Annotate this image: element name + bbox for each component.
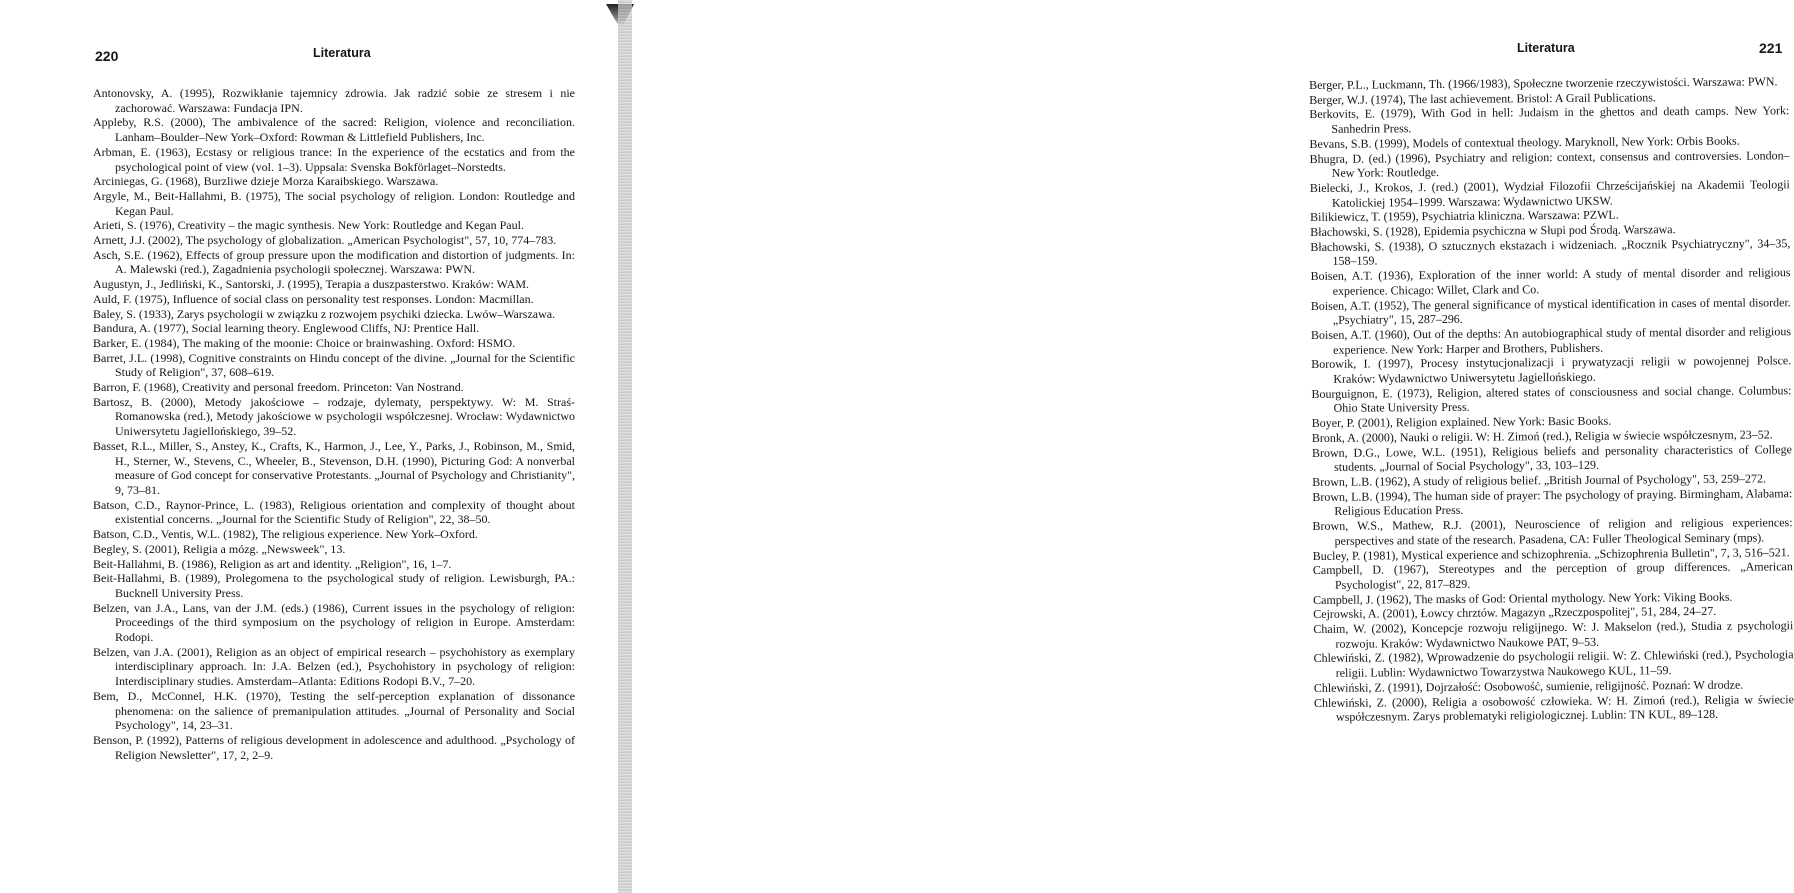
running-title: Literatura <box>1517 41 1575 55</box>
bibliography-entry: Borowik, I. (1997), Procesy instytucjonalizacji i prywatyzacji religii w powojennej Polsce. Kraków: Wydawnictwo Uniwersytetu Jagiellońskiego. <box>1311 353 1792 386</box>
bibliography-entry: Augustyn, J., Jedliński, K., Santorski, J. (1995), Terapia a duszpasterstwo. Kraków: WAM. <box>93 277 530 292</box>
bibliography-entry: Belzen, van J.A., Lans, van der J.M. (eds.) (1986), Current issues in the psychology of religion: Proceedings of the third symposium on the psychology of religion in Europe. Amsterdam: Rodopi. <box>93 600 575 645</box>
bibliography-entry: Boisen, A.T. (1952), The general significance of mystical identification in cases of mental disorder. „Psychiatry", 15, 287–296. <box>1310 294 1791 328</box>
bibliography-entry: Chlewiński, Z. (2000), Religia a osobowość człowieka. W: H. Zimoń (red.), Religia w świecie współczesnym. Zarys problematyki religiologicznej. Lublin: TN KUL, 89–128. <box>1313 691 1794 725</box>
bibliography-entry: Bourguignon, E. (1973), Religion, altered states of consciousness and social change. Columbus: Ohio State University Press. <box>1311 382 1792 416</box>
bibliography-list <box>1309 74 1794 725</box>
bibliography-entry: Bilikiewicz, T. (1959), Psychiatria kliniczna. Warszawa: PZWL. <box>1310 207 1619 225</box>
bibliography-entry: Brown, W.S., Mathew, R.J. (2001), Neuroscience of religion and religious experiences: perspectives and state of the research. Pasadena, CA: Fuller Theological Seminary (mps). <box>1312 515 1793 548</box>
bibliography-entry: Bem, D., McConnel, H.K. (1970), Testing the self-perception explanation of dissonance phenomena: on the salience of premanipulation attitudes. „Journal of Personality and Social Psychology", 14, 23–31. <box>93 688 575 733</box>
page-number: 220 <box>95 48 119 64</box>
bibliography-entry: Asch, S.E. (1962), Effects of group pressure upon the modification and distortion of judgments. In: A. Malewski (red.), Zagadnienia psychologii społecznej. Warszawa: PWN. <box>93 247 575 277</box>
bibliography-entry: Arciniegas, G. (1968), Burzliwe dzieje Morza Karaibskiego. Warszawa. <box>93 174 439 189</box>
bibliography-entry: Cejrowski, A. (2001), Łowcy chrztów. Magazyn „Rzeczpospolitej", 51, 284, 24–27. <box>1313 604 1717 622</box>
bibliography-entry: Appleby, R.S. (2000), The ambivalence of the sacred: Religion, violence and reconciliation. Lanham–Boulder–New York–Oxford: Rowman & Littlefield Publishers, Inc. <box>93 115 575 145</box>
bibliography-entry: Chaim, W. (2002), Koncepcje rozwoju religijnego. W: J. Makselon (red.), Studia z psychologii rozwoju. Kraków: Wydawnictwo Naukowe PAT, 9–53. <box>1313 618 1794 651</box>
bibliography-entry: Bartosz, B. (2000), Metody jakościowe – rodzaje, dylematy, perspektywy. W: M. Straś-Romanowska (red.), Metody jakościowe w psychologii współczesnej. Wrocław: Wydawnictwo Uniwersytetu Jagiellońskiego, 39–52. <box>93 394 575 439</box>
bibliography-entry: Bielecki, J., Krokos, J. (red.) (2001), Wydział Filozofii Chrześcijańskiej na Akademii Teologii Katolickiej 1954–1999. Warszawa: Wydawnictwo UKSW. <box>1309 177 1790 210</box>
bibliography-entry: Benson, P. (1992), Patterns of religious development in adolescence and adulthood. „Psychology of Religion Newsletter", 17, 2, 2–9. <box>93 732 575 762</box>
bibliography-entry: Brown, D.G., Lowe, W.L. (1951), Religious beliefs and personality characteristics of College students. „Journal of Social Psychology", 33, 103–129. <box>1311 441 1792 475</box>
bibliography-entry: Belzen, van J.A. (2001), Religion as an object of empirical research – psychohistory as exemplary interdisciplinary approach. In: J.A. Belzen (ed.), Psychohistory in psychology of religion: Interdisciplinary studies. Amsterdam–Atlanta: Editions Rodopi B.V., 7–20. <box>93 644 575 689</box>
bibliography-entry: Arnett, J.J. (2002), The psychology of globalization. „American Psychologist", 57, 10, 774–783. <box>93 233 557 248</box>
bibliography-entry: Chlewiński, Z. (1982), Wprowadzenie do psychologii religii. W: Z. Chlewiński (red.), Psychologia religii. Lublin: Wydawnictwo Towarzystwa Naukowego KUL, 11–59. <box>1313 647 1794 680</box>
bibliography-entry: Basset, R.L., Miller, S., Anstey, K., Crafts, K., Harmon, J., Lee, Y., Parks, J., Robinson, M., Smid, H., Sterner, W., Stevens, C., Wheeler, B., Stevenson, D.H. (1990), Picturing God: A nonverbal measure of God concept for conservative Protestants. „Journal of Psychology and Christianity", 9, 73–81. <box>93 438 575 497</box>
bibliography-entry: Argyle, M., Beit-Hallahmi, B. (1975), The social psychology of religion. London: Routledge and Kegan Paul. <box>93 188 575 218</box>
bibliography-entry: Boisen, A.T. (1936), Exploration of the inner world: A study of mental disorder and religious experience. Chicago: Willet, Clark and Co. <box>1310 265 1791 298</box>
bibliography-list <box>93 86 575 762</box>
bibliography-entry: Campbell, J. (1962), The masks of God: Oriental mythology. New York: Viking Books. <box>1313 589 1733 607</box>
running-title: Literatura <box>313 46 371 60</box>
bibliography-entry: Boisen, A.T. (1960), Out of the depths: An autobiographical study of mental disorder and religious experience. New York: Harper and Brothers, Publishers. <box>1310 324 1792 357</box>
bibliography-entry: Chlewiński, Z. (1991), Dojrzałość: Osobowość, sumienie, religijność. Poznań: W drodze. <box>1313 677 1744 695</box>
bibliography-entry: Beit-Hallahmi, B. (1989), Prolegomena to the psychological study of religion. Lewisburgh, PA.: Bucknell University Press. <box>93 571 575 600</box>
bibliography-entry: Barret, J.L. (1998), Cognitive constraints on Hindu concept of the divine. „Journal for the Scientific Study of Religion", 37, 608–619. <box>93 350 575 380</box>
bibliography-entry: Berger, W.J. (1974), The last achievement. Bristol: A Grail Publications. <box>1309 89 1656 107</box>
bibliography-entry: Bandura, A. (1977), Social learning theory. Englewood Cliffs, NJ: Prentice Hall. <box>93 321 480 336</box>
bibliography-entry: Batson, C.D., Raynor-Prince, L. (1983), Religious orientation and complexity of thought about existential concerns. „Journal for the Scientific Study of Religion", 22, 38–50. <box>93 497 575 527</box>
book-gutter <box>618 0 632 893</box>
right-page <box>640 0 1794 893</box>
bibliography-entry: Barron, F. (1968), Creativity and personal freedom. Princeton: Van Nostrand. <box>93 380 464 395</box>
bibliography-entry: Beit-Hallahmi, B. (1986), Religion as art and identity. „Religion", 16, 1–7. <box>93 556 452 571</box>
bibliography-entry: Błachowski, S. (1938), O sztucznych ekstazach i widzeniach. „Rocznik Psychiatryczny", 34–35, 158–159. <box>1310 235 1791 269</box>
bibliography-entry: Bhugra, D. (ed.) (1996), Psychiatry and religion: context, consensus and controversies. London–New York: Routledge. <box>1309 147 1790 181</box>
bibliography-entry: Bronk, A. (2000), Nauki o religii. W: H. Zimoń (red.), Religia w świecie współczesnym, 23–52. <box>1311 427 1773 445</box>
bibliography-entry: Arieti, S. (1976), Creativity – the magic synthesis. New York: Routledge and Kegan Paul. <box>93 218 524 233</box>
bibliography-entry: Begley, S. (2001), Religia a mózg. „Newsweek", 13. <box>93 541 346 556</box>
bibliography-entry: Baley, S. (1933), Zarys psychologii w związku z rozwojem psychiki dziecka. Lwów–Warszawa. <box>93 306 556 321</box>
bibliography-entry: Barker, E. (1984), The making of the moonie: Choice or brainwashing. Oxford: HSMO. <box>93 335 516 350</box>
bibliography-entry: Batson, C.D., Ventis, W.L. (1982), The religious experience. New York–Oxford. <box>93 527 478 542</box>
bibliography-entry: Bevans, S.B. (1999), Models of contextual theology. Maryknoll, New York: Orbis Books. <box>1309 133 1740 151</box>
bibliography-entry: Campbell, D. (1967), Stereotypes and the perception of group differences. „American Psychologist", 22, 817–829. <box>1312 559 1793 592</box>
bibliography-entry: Berger, P.L., Luckmann, Th. (1966/1983), Społeczne tworzenie rzeczywistości. Warszawa: PWN. <box>1309 74 1778 92</box>
bibliography-entry: Arbman, E. (1963), Ecstasy or religious trance: In the experience of the ecstatics and from the psychological point of view (vol. 1–3). Uppsala: Svenska Bokförlaget–Norstedts. <box>93 144 575 174</box>
bibliography-entry: Brown, L.B. (1962), A study of religious belief. „British Journal of Psychology", 53, 259–272. <box>1312 471 1767 489</box>
bibliography-entry: Boyer, P. (2001), Religion explained. New York: Basic Books. <box>1311 413 1612 431</box>
page-number: 221 <box>1759 40 1783 56</box>
bibliography-entry: Antonovsky, A. (1995), Rozwikłanie tajemnicy zdrowia. Jak radzić sobie ze stresem i nie zachorować. Warszawa: Fundacja IPN. <box>93 86 575 115</box>
bibliography-entry: Berkovits, E. (1979), With God in hell: Judaism in the ghettos and death camps. New York: Sanhedrin Press. <box>1309 103 1790 136</box>
bibliography-entry: Auld, F. (1975), Influence of social class on personality test responses. London: Macmillan. <box>93 291 534 306</box>
left-page <box>0 0 600 893</box>
bibliography-entry: Bucley, P. (1981), Mystical experience and schizophrenia. „Schizophrenia Bulletin", 7, 3, 516–521. <box>1312 544 1790 563</box>
bibliography-entry: Brown, L.B. (1994), The human side of prayer: The psychology of praying. Birmingham, Alabama: Religious Education Press. <box>1312 485 1793 519</box>
bibliography-entry: Błachowski, S. (1928), Epidemia psychiczna w Słupi pod Środą. Warszawa. <box>1310 222 1676 240</box>
